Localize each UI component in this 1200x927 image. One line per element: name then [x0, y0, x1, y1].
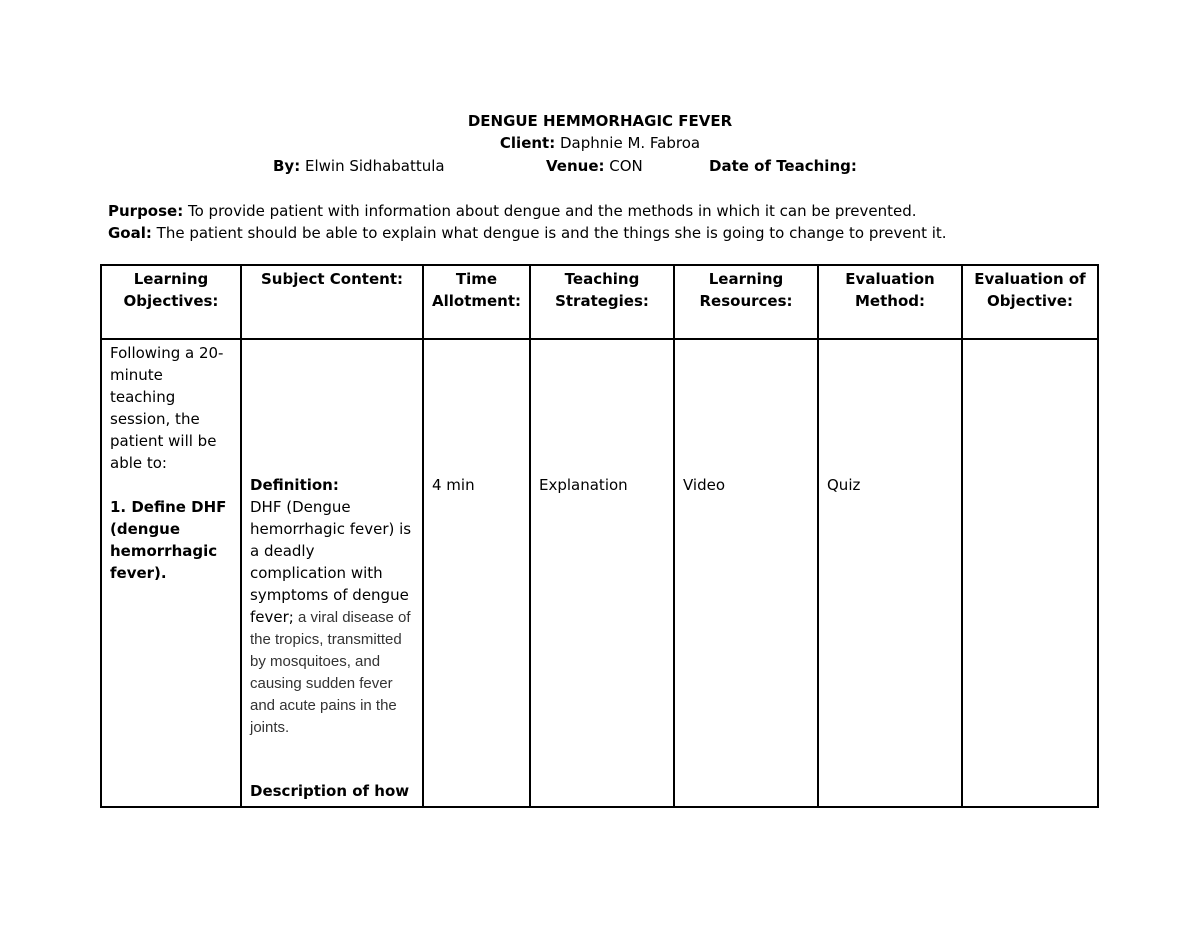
header-evaluation-of-objective: Evaluation of Objective: — [962, 265, 1098, 339]
header-time-allotment: Time Allotment: — [423, 265, 530, 339]
evaluation-method-cell — [818, 339, 962, 807]
objective-item-1: 1. Define DHF (dengue hemorrhagic fever). — [110, 498, 227, 582]
by-label: By: — [273, 157, 301, 175]
evaluation-method-value: Quiz — [827, 476, 861, 494]
table-header-row — [101, 265, 1098, 339]
content-next-heading: Description of how — [250, 782, 410, 800]
objective-cell — [101, 339, 241, 807]
date-line — [709, 156, 857, 176]
client-line — [0, 133, 1200, 153]
evaluation-objective-cell — [962, 339, 1098, 807]
venue-line — [546, 156, 643, 176]
time-cell — [423, 339, 530, 807]
strategy-cell — [530, 339, 674, 807]
purpose-text: To provide patient with information about dengue and the methods in which it can be prevented. — [188, 202, 917, 220]
teaching-plan-table — [100, 264, 1099, 808]
goal-label: Goal: — [108, 224, 152, 242]
content-cell — [241, 339, 423, 807]
time-value: 4 min — [432, 476, 475, 494]
venue-label: Venue: — [546, 157, 605, 175]
strategy-value: Explanation — [539, 476, 628, 494]
venue-value: CON — [609, 157, 643, 175]
content-definition-detail: a viral disease of the tropics, transmitted by mosquitoes, and causing sudden fever and acute pains in the joints. — [250, 609, 411, 736]
table-row — [101, 339, 1098, 807]
content-definition: DHF (Dengue hemorrhagic fever) is a deadly complication with symptoms of dengue fever; — [250, 498, 412, 626]
content-heading: Definition: — [250, 476, 339, 494]
document-title: DENGUE HEMMORHAGIC FEVER — [467, 112, 733, 130]
header-subject-content: Subject Content: — [241, 265, 423, 339]
resource-value: Video — [683, 476, 726, 494]
client-label: Client: — [499, 134, 556, 152]
client-value: Daphnie M. Fabroa — [560, 134, 701, 152]
purpose-label: Purpose: — [108, 202, 184, 220]
purpose-statement — [108, 201, 917, 221]
author-line — [273, 156, 445, 176]
goal-text: The patient should be able to explain what dengue is and the things she is going to change to prevent it. — [156, 224, 947, 242]
by-value: Elwin Sidhabattula — [305, 157, 445, 175]
header-learning-resources: Learning Resources: — [674, 265, 818, 339]
date-label: Date of Teaching: — [709, 157, 857, 175]
header-evaluation-method: Evaluation Method: — [818, 265, 962, 339]
header-teaching-strategies: Teaching Strategies: — [530, 265, 674, 339]
resource-cell — [674, 339, 818, 807]
header-learning-objectives: Learning Objectives: — [101, 265, 241, 339]
goal-statement — [108, 223, 947, 243]
objective-intro: Following a 20-minute teaching session, the patient will be able to: — [110, 344, 224, 472]
